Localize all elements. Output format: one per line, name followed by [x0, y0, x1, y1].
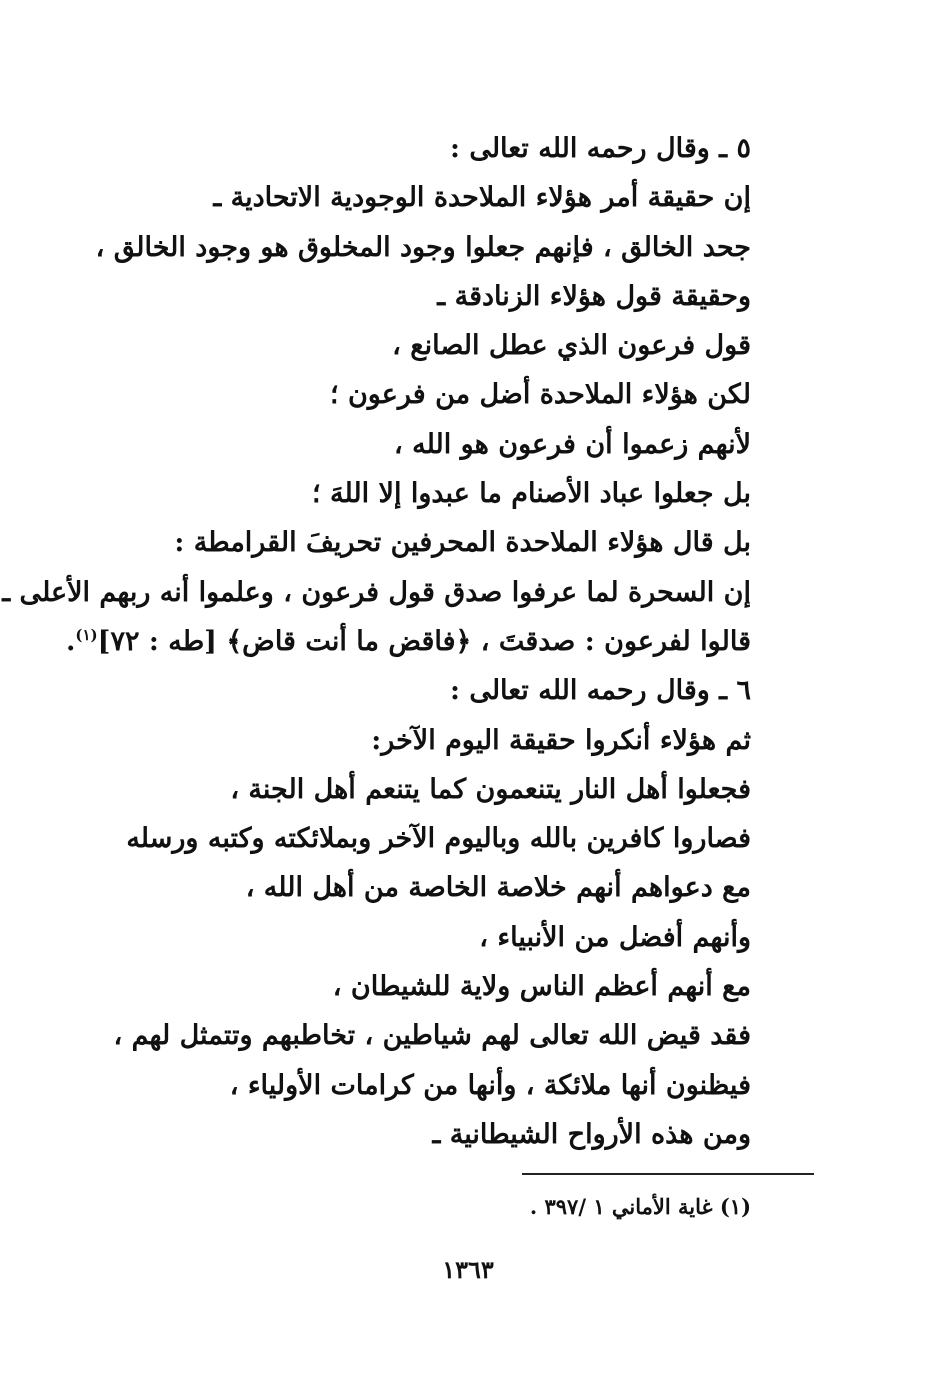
- text-line: ٥ ـ وقال رحمه الله تعالى :: [449, 133, 751, 164]
- text-line: مع أنهم أعظم الناس ولاية للشيطان ،: [332, 971, 751, 1003]
- text-line: لأنهم زعموا أن فرعون هو الله ،: [394, 428, 751, 460]
- line-end: .: [65, 625, 76, 657]
- text-line: فصاروا كافرين بالله وباليوم الآخر وبملائكته وكتبه ورسله: [126, 823, 751, 855]
- text-line: بل قال هؤلاء الملاحدة المحرفين تحريفَ القرامطة :: [174, 527, 751, 559]
- text-line: إن حقيقة أمر هؤلاء الملاحدة الوجودية الاتحادية ـ: [213, 182, 751, 214]
- text-line: وأنهم أفضل من الأنبياء ،: [479, 921, 751, 953]
- text-line: ٦ ـ وقال رحمه الله تعالى :: [449, 675, 751, 707]
- text-line: وحقيقة قول هؤلاء الزنادقة ـ: [437, 280, 751, 312]
- text-line: فقد قيض الله تعالى لهم شياطين ، تخاطبهم وتتمثل لهم ،: [113, 1020, 751, 1052]
- text-line: جحد الخالق ، فإنهم جعلوا وجود المخلوق هو وجود الخالق ،: [95, 231, 751, 263]
- text-line: إن السحرة لما عرفوا صدق قول فرعون ، وعلموا أنه ربهم الأعلى ـ: [2, 576, 751, 608]
- footnote: (١) غاية الأماني ١ /٣٩٧ .: [529, 1194, 751, 1219]
- text-line: قول فرعون الذي عطل الصانع ،: [392, 330, 751, 362]
- quote-intro: قالوا لفرعون : صدقتَ ،: [471, 625, 751, 657]
- text-line: بل جعلوا عباد الأصنام ما عبدوا إلا اللهَ ؛: [312, 478, 751, 510]
- text-line-quran-quote: [65, 617, 751, 666]
- page-number: ١٣٦٣: [442, 1255, 494, 1284]
- footnote-marker: (١): [75, 625, 98, 644]
- footnote-divider: [522, 1173, 814, 1175]
- text-line: لكن هؤلاء الملاحدة أضل من فرعون ؛: [330, 379, 751, 411]
- verse-reference: [طه : ٧٢]: [97, 625, 227, 657]
- text-line: مع دعواهم أنهم خلاصة الخاصة من أهل الله ،: [245, 872, 751, 904]
- quran-verse: ﴿فاقض ما أنت قاض﴾: [226, 625, 472, 657]
- text-line: فجعلوا أهل النار يتنعمون كما يتنعم أهل الجنة ،: [230, 773, 751, 805]
- text-line: فيظنون أنها ملائكة ، وأنها من كرامات الأولياء ،: [229, 1069, 751, 1101]
- main-text: [2, 124, 751, 1159]
- text-line: ومن هذه الأرواح الشيطانية ـ: [432, 1118, 751, 1150]
- text-line: ثم هؤلاء أنكروا حقيقة اليوم الآخر:: [371, 724, 751, 756]
